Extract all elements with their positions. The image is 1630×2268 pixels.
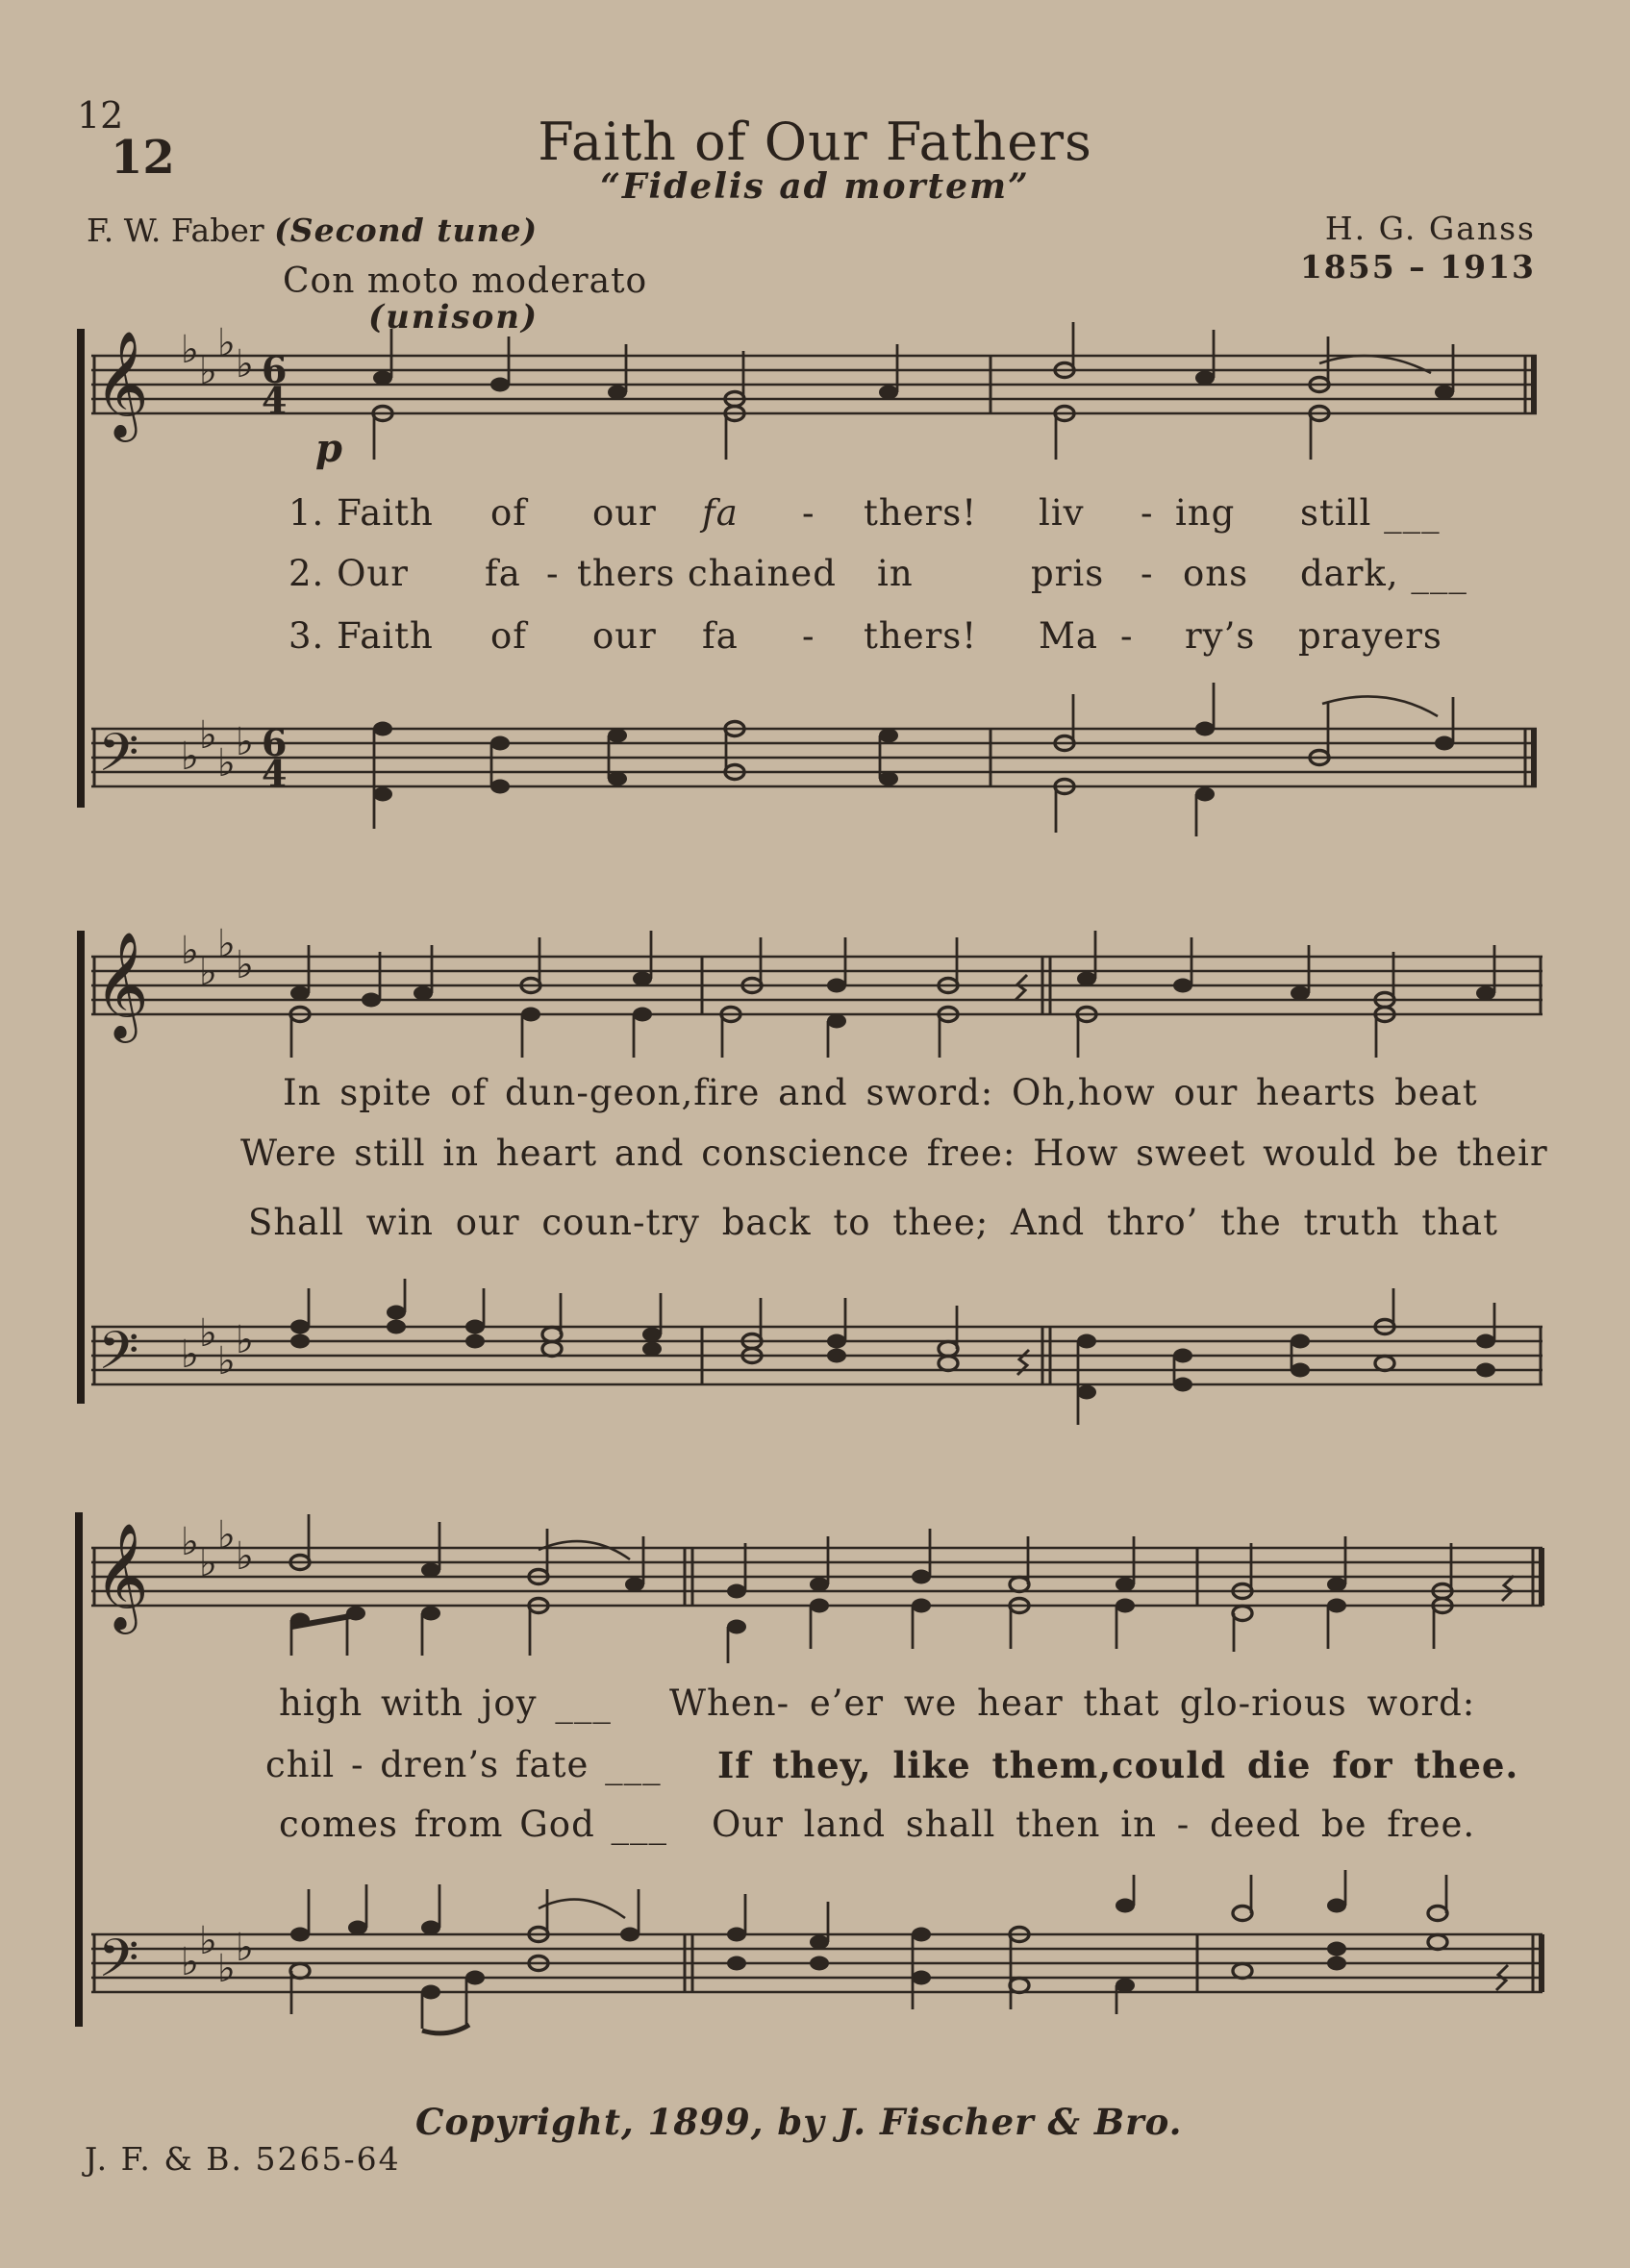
copyright-notice: Copyright, 1899, by J. Fischer & Bro.: [415, 2101, 1183, 2143]
lyric-syllable: 3. Faith: [288, 615, 434, 657]
flat-icon: ♭: [199, 713, 217, 758]
lyric-syllable: -: [1120, 615, 1134, 657]
lyric-syllable: of: [490, 615, 527, 657]
lyric-syllable: in: [877, 553, 914, 594]
lyric-syllable: liv: [1039, 492, 1085, 534]
flat-icon: ♭: [217, 1513, 236, 1558]
lyric-phrase: comes from God ___: [279, 1804, 668, 1845]
treble-notes-2: [290, 931, 1495, 1058]
flat-icon: ♭: [199, 1919, 217, 1963]
flat-icon: ♭: [236, 943, 254, 987]
flat-icon: ♭: [236, 1318, 254, 1362]
bass-clef-icon: 𝄢: [98, 1320, 139, 1394]
lyric-syllable: our: [592, 492, 657, 534]
time-signature-bottom: 4: [262, 379, 288, 422]
lyric-phrase: When- e’er we hear that glo-rious word:: [669, 1682, 1476, 1724]
flat-icon: ♭: [181, 735, 199, 779]
page-number-small: 12: [77, 94, 124, 137]
lyric-syllable: ry’s: [1185, 615, 1256, 657]
key-signature-treble-2: [181, 922, 254, 994]
lyric-syllable: -: [1141, 553, 1154, 594]
lyric-syllable: fa: [485, 553, 521, 594]
flat-icon: ♭: [217, 321, 236, 365]
flat-icon: ♭: [236, 1926, 254, 1970]
bass-staff-1: [91, 729, 1537, 786]
lyric-syllable: ons: [1183, 553, 1249, 594]
flat-icon: ♭: [199, 950, 217, 994]
performance-note: (unison): [368, 298, 539, 336]
bass-notes-3: [290, 1870, 1508, 2033]
flat-icon: ♭: [236, 720, 254, 764]
flat-icon: ♭: [236, 1534, 254, 1579]
flat-icon: ♭: [217, 1339, 236, 1383]
tempo-marking: Con moto moderato: [283, 262, 648, 301]
lyric-syllable: -: [802, 492, 815, 534]
composer-credit: H. G. Ganss: [1324, 210, 1536, 247]
author-name: F. W. Faber: [87, 212, 264, 249]
lyric-phrase: high with joy ___: [279, 1682, 612, 1724]
flat-icon: ♭: [181, 1333, 199, 1377]
lyric-syllable: fa: [702, 492, 739, 534]
lyric-syllable: dark, ___: [1300, 553, 1467, 594]
lyric-syllable: ing: [1175, 492, 1236, 534]
flat-icon: ♭: [181, 1940, 199, 1984]
flat-icon: ♭: [217, 922, 236, 966]
composer-dates: 1855 – 1913: [1299, 248, 1536, 286]
verse-1-line: In spite of dun-geon,fire and sword: Oh,how our hearts beat: [283, 1072, 1478, 1113]
hymn-subtitle: “Fidelis ad mortem”: [600, 166, 1030, 207]
lyric-syllable: thers chained: [577, 553, 837, 594]
treble-clef-icon: 𝄞: [94, 330, 149, 437]
flat-icon: ♭: [181, 1520, 199, 1564]
plate-number: J. F. & B. 5265-64: [85, 2140, 401, 2178]
bass-clef-icon: 𝄢: [98, 1928, 139, 2002]
key-signature-bass-1: [181, 713, 254, 785]
lyric-syllable: pris: [1031, 553, 1105, 594]
dynamic-marking: p: [315, 426, 342, 471]
lyric-syllable: fa: [702, 615, 739, 657]
flat-icon: ♭: [199, 1541, 217, 1585]
lyric-syllable: -: [1141, 492, 1154, 534]
key-signature-bass-3: [181, 1919, 254, 1991]
verse-3-line: Shall win our coun-try back to thee; And thro’ the truth that: [248, 1202, 1498, 1243]
lyric-syllable: prayers: [1298, 615, 1442, 657]
key-signature-bass-2: [181, 1311, 254, 1383]
flat-icon: ♭: [217, 1947, 236, 1991]
flat-icon: ♭: [181, 328, 199, 372]
lyric-syllable: still ___: [1300, 492, 1441, 534]
lyric-syllable: Ma: [1039, 615, 1098, 657]
flat-icon: ♭: [199, 1311, 217, 1356]
lyric-syllable: -: [546, 553, 560, 594]
lyric-syllable: of: [490, 492, 527, 534]
lyric-syllable: 2. Our: [288, 553, 409, 594]
lyric-syllable: -: [802, 615, 815, 657]
flat-icon: ♭: [199, 349, 217, 393]
time-signature-top: 6: [262, 721, 288, 764]
bass-notes-2: [290, 1279, 1495, 1425]
key-signature-treble-3: [181, 1513, 254, 1585]
time-signature-bottom: 4: [262, 752, 288, 795]
lyric-syllable: 1. Faith: [288, 492, 434, 534]
bass-notes-1: [373, 683, 1454, 836]
lyric-syllable: our: [592, 615, 657, 657]
hymn-title: Faith of Our Fathers: [538, 112, 1092, 172]
bass-staff-2: [91, 1327, 1542, 1384]
treble-notes-3: [290, 1514, 1514, 1663]
flat-icon: ♭: [217, 741, 236, 785]
lyric-phrase: If they, like them,could die for thee.: [717, 1744, 1519, 1786]
flat-icon: ♭: [236, 342, 254, 386]
lyric-phrase: Our land shall then in - deed be free.: [712, 1804, 1476, 1845]
lyric-syllable: thers!: [864, 615, 978, 657]
treble-clef-icon: 𝄞: [94, 1522, 149, 1630]
key-signature-treble-1: [181, 321, 254, 393]
flat-icon: ♭: [181, 929, 199, 973]
verse-2-line: Were still in heart and conscience free: How sweet would be their: [240, 1133, 1548, 1174]
treble-clef-icon: 𝄞: [94, 931, 149, 1038]
bass-clef-icon: 𝄢: [98, 722, 139, 796]
treble-notes-1: [373, 322, 1454, 460]
time-signature-top: 6: [262, 348, 288, 391]
author-note: (Second tune): [274, 212, 539, 249]
page-number: 12: [111, 131, 175, 185]
lyric-phrase: chil - dren’s fate ___: [265, 1744, 662, 1785]
lyric-syllable: thers!: [864, 492, 978, 534]
